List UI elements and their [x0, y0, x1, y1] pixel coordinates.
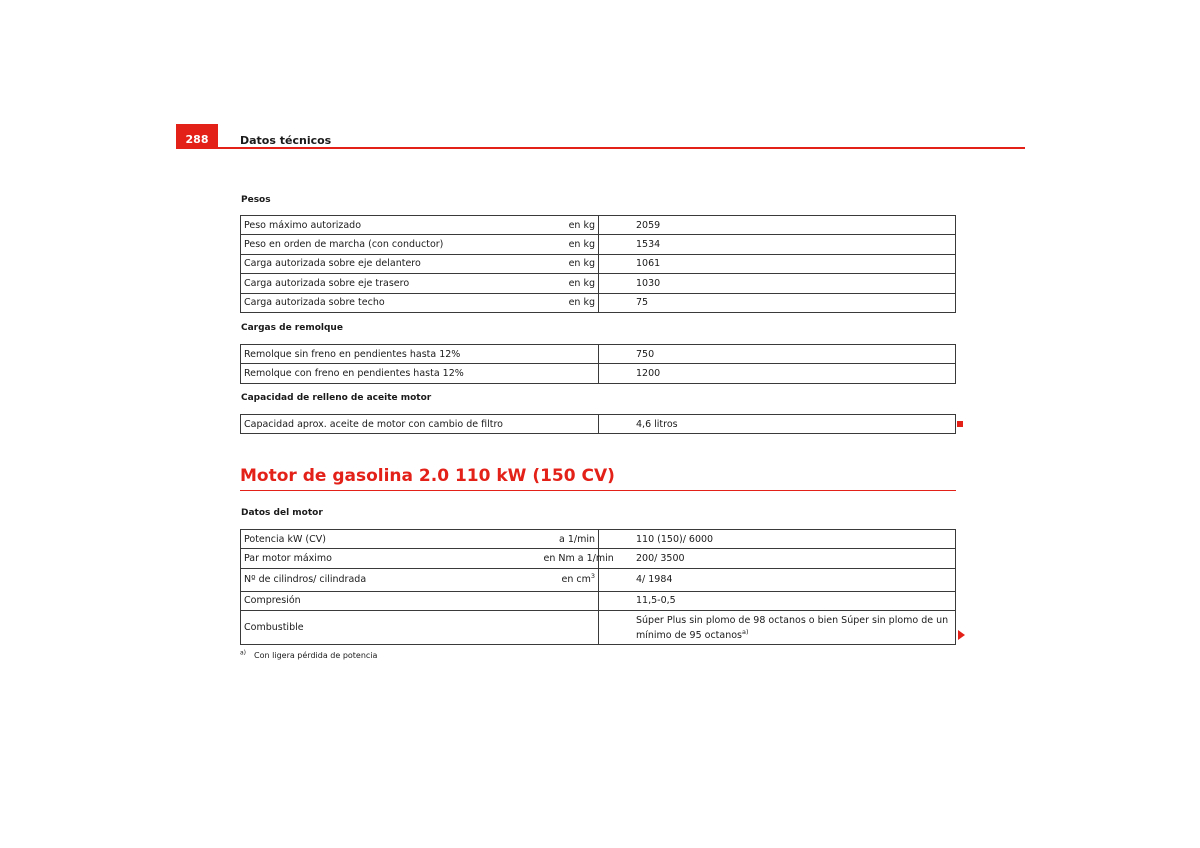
fuel-line-2	[636, 628, 952, 643]
section-rule	[240, 490, 956, 491]
table-row	[241, 216, 956, 235]
unit-superscript: 3	[590, 572, 595, 581]
row-unit: en kg	[541, 235, 599, 254]
row-label: Carga autorizada sobre eje delantero	[241, 254, 541, 273]
row-value: 110 (150)/ 6000	[599, 530, 956, 549]
row-value: 4,6 litros	[599, 415, 956, 434]
fuel-line-2-text: mínimo de 95 octanos	[636, 629, 743, 641]
row-value: 75	[599, 293, 956, 312]
row-label: Combustible	[241, 611, 541, 645]
table-row	[241, 591, 956, 610]
row-label: Carga autorizada sobre eje trasero	[241, 274, 541, 293]
pesos-heading: Pesos	[241, 195, 271, 205]
row-unit: en kg	[541, 274, 599, 293]
row-value: 200/ 3500	[599, 549, 956, 568]
row-label: Remolque sin freno en pendientes hasta 12%	[241, 345, 599, 364]
fuel-line-1: Súper Plus sin plomo de 98 octanos o bien Súper sin plomo de un	[636, 614, 949, 626]
row-value: 4/ 1984	[599, 568, 956, 591]
aceite-heading: Capacidad de relleno de aceite motor	[241, 393, 432, 403]
footnote-marker: a)	[240, 649, 247, 657]
row-label: Remolque con freno en pendientes hasta 12%	[241, 364, 599, 383]
table-row	[241, 235, 956, 254]
row-value: 1534	[599, 235, 956, 254]
row-unit: en kg	[541, 254, 599, 273]
page-header	[176, 124, 1025, 150]
row-value: 750	[599, 345, 956, 364]
header-rule	[176, 147, 1025, 149]
row-value	[599, 611, 956, 645]
pesos-table	[240, 215, 956, 313]
row-value: 2059	[599, 216, 956, 235]
row-unit	[541, 611, 599, 645]
table-row	[241, 364, 956, 383]
row-label: Par motor máximo	[241, 549, 541, 568]
row-unit	[541, 591, 599, 610]
row-label: Peso en orden de marcha (con conductor)	[241, 235, 541, 254]
table-row	[241, 549, 956, 568]
remolque-table	[240, 344, 956, 384]
table-row	[241, 611, 956, 645]
table-row	[241, 415, 956, 434]
end-of-section-marker	[957, 421, 963, 427]
continue-arrow-icon	[958, 630, 965, 640]
row-label: Peso máximo autorizado	[241, 216, 541, 235]
row-unit: en kg	[541, 216, 599, 235]
footnote	[240, 651, 377, 660]
row-label: Compresión	[241, 591, 541, 610]
table-row	[241, 568, 956, 591]
page-number: 288	[176, 124, 218, 148]
footnote-ref: a)	[742, 627, 749, 636]
table-row	[241, 274, 956, 293]
row-label: Carga autorizada sobre techo	[241, 293, 541, 312]
remolque-heading: Cargas de remolque	[241, 323, 343, 333]
section-title: Motor de gasolina 2.0 110 kW (150 CV)	[240, 466, 615, 486]
table-row	[241, 254, 956, 273]
row-value: 1200	[599, 364, 956, 383]
footnote-text: Con ligera pérdida de potencia	[254, 651, 378, 660]
unit-text: en cm	[561, 574, 591, 586]
motor-table	[240, 529, 956, 645]
header-title: Datos técnicos	[240, 134, 332, 147]
row-value: 1030	[599, 274, 956, 293]
motor-heading: Datos del motor	[241, 508, 323, 518]
row-unit	[541, 568, 599, 591]
table-row	[241, 345, 956, 364]
row-unit: a 1/min	[541, 530, 599, 549]
row-value: 11,5-0,5	[599, 591, 956, 610]
row-label: Potencia kW (CV)	[241, 530, 541, 549]
row-unit: en Nm a 1/min	[541, 549, 599, 568]
aceite-table	[240, 414, 956, 434]
table-row	[241, 530, 956, 549]
row-label: Nº de cilindros/ cilindrada	[241, 568, 541, 591]
row-value: 1061	[599, 254, 956, 273]
row-label: Capacidad aprox. aceite de motor con cambio de filtro	[241, 415, 599, 434]
row-unit: en kg	[541, 293, 599, 312]
table-row	[241, 293, 956, 312]
